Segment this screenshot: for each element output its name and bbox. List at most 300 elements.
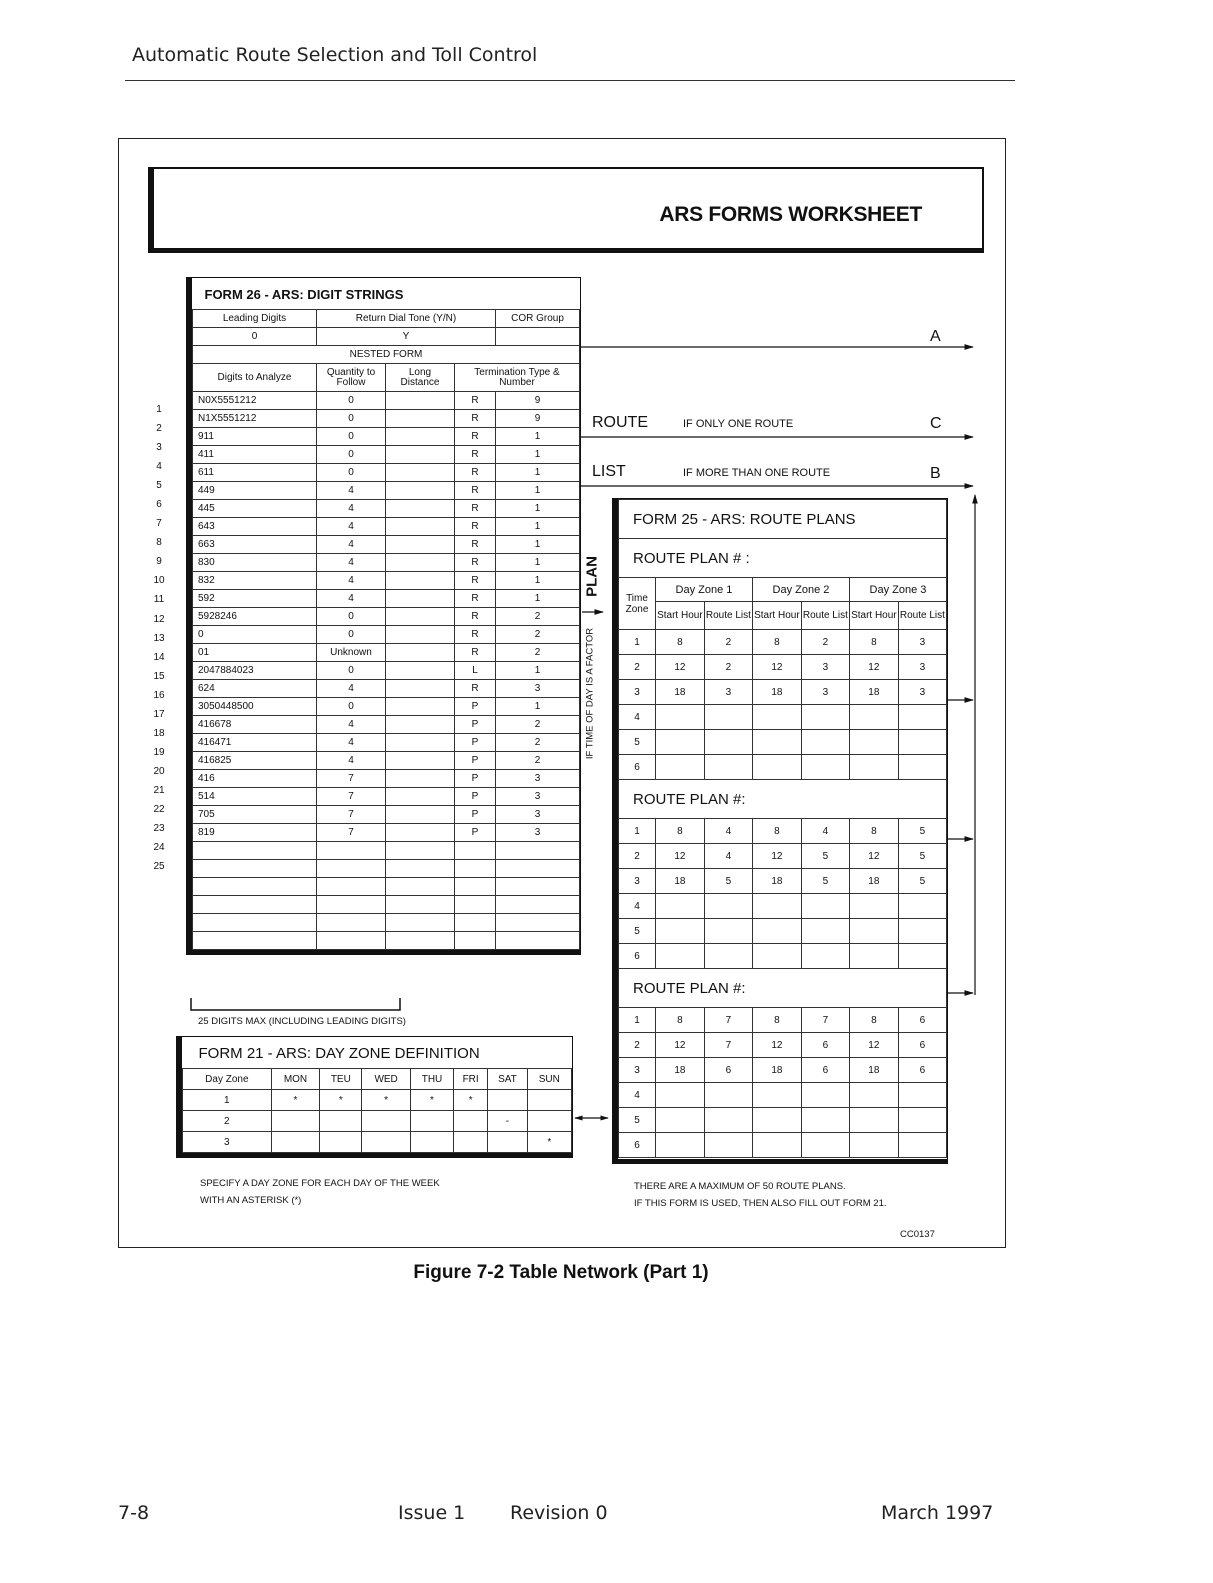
plan-cell: 4 — [704, 844, 752, 869]
digits-cell: 624 — [193, 680, 317, 698]
digits-cell: 449 — [193, 482, 317, 500]
plan-cell — [849, 944, 898, 969]
term-type-cell: R — [455, 644, 496, 662]
long-distance-cell — [386, 608, 455, 626]
plan-cell — [898, 1108, 946, 1133]
day-zone-3-header: Day Zone 3 — [849, 578, 946, 602]
form26-col-long: Long Distance — [386, 364, 455, 392]
plan-cell: 3 — [801, 680, 849, 705]
plan-cell: 8 — [656, 630, 705, 655]
quantity-cell: 0 — [317, 662, 386, 680]
plan-cell — [849, 730, 898, 755]
plan-cell: 6 — [898, 1008, 946, 1033]
row-number: 12 — [153, 613, 165, 625]
plan-cell — [656, 894, 705, 919]
plan-cell: 5 — [801, 844, 849, 869]
table-row — [193, 572, 580, 590]
quantity-cell: 4 — [317, 536, 386, 554]
term-number-cell: 2 — [496, 734, 580, 752]
plan-cell — [898, 755, 946, 780]
quantity-cell: 4 — [317, 482, 386, 500]
table-row — [183, 1132, 572, 1153]
day-zone-cell: * — [410, 1090, 453, 1111]
digits-cell: N1X5551212 — [193, 410, 317, 428]
plan-cell — [898, 1083, 946, 1108]
form21-header-cell: THU — [410, 1069, 453, 1090]
plan-cell — [704, 944, 752, 969]
plan-cell: 12 — [752, 1033, 801, 1058]
plan-row — [619, 680, 947, 705]
term-number-cell: 3 — [496, 680, 580, 698]
form21-header-row — [183, 1069, 572, 1090]
form25-note-1: THERE ARE A MAXIMUM OF 50 ROUTE PLANS. — [634, 1181, 846, 1192]
blank-cell — [193, 842, 317, 860]
term-number-cell: 1 — [496, 554, 580, 572]
row-number: 1 — [156, 404, 162, 415]
plan-cell — [849, 705, 898, 730]
term-number-cell: 1 — [496, 500, 580, 518]
digits-cell: 592 — [193, 590, 317, 608]
term-type-cell: P — [455, 734, 496, 752]
long-distance-cell — [386, 500, 455, 518]
blank-cell — [317, 842, 386, 860]
plan-cell — [849, 1133, 898, 1158]
day-zone-cell — [320, 1132, 362, 1153]
term-type-cell: R — [455, 392, 496, 410]
blank-cell — [455, 914, 496, 932]
blank-cell — [193, 932, 317, 950]
long-distance-cell — [386, 554, 455, 572]
plan-cell — [704, 894, 752, 919]
long-distance-cell — [386, 824, 455, 842]
blank-cell — [496, 896, 580, 914]
long-distance-cell — [386, 734, 455, 752]
term-number-cell: 1 — [496, 536, 580, 554]
route-plan-3-label: ROUTE PLAN #: — [619, 969, 947, 1008]
digits-cell: 416825 — [193, 752, 317, 770]
digits-cell: 832 — [193, 572, 317, 590]
day-zone-cell: * — [527, 1132, 571, 1153]
long-distance-cell — [386, 680, 455, 698]
digits-cell: 411 — [193, 446, 317, 464]
term-number-cell: 1 — [496, 698, 580, 716]
if-one-route: IF ONLY ONE ROUTE — [683, 418, 794, 430]
plan-cell: 5 — [801, 869, 849, 894]
row-number: 3 — [156, 442, 162, 454]
plan-cell: 12 — [656, 655, 705, 680]
blank-cell — [317, 914, 386, 932]
term-type-cell: R — [455, 482, 496, 500]
table-row — [183, 1111, 572, 1132]
blank-row — [193, 842, 580, 860]
blank-cell — [455, 860, 496, 878]
quantity-cell: 4 — [317, 590, 386, 608]
plan-cell — [801, 919, 849, 944]
term-number-cell: 3 — [496, 824, 580, 842]
term-number-cell: 3 — [496, 770, 580, 788]
blank-row — [193, 932, 580, 950]
blank-cell — [496, 842, 580, 860]
term-type-cell: P — [455, 752, 496, 770]
plan-cell — [656, 1108, 705, 1133]
plan-cell: 8 — [752, 1008, 801, 1033]
table-row — [193, 464, 580, 482]
plan-cell: 3 — [898, 630, 946, 655]
plan-cell — [752, 919, 801, 944]
term-number-cell: 2 — [496, 608, 580, 626]
plan-cell — [656, 1133, 705, 1158]
plan-cell — [801, 944, 849, 969]
plan-row — [619, 1008, 947, 1033]
form25-notes — [634, 1178, 887, 1212]
form21-header-cell: FRI — [454, 1069, 488, 1090]
plan-cell — [704, 730, 752, 755]
form21-table — [182, 1037, 572, 1153]
row-number: 13 — [153, 632, 165, 644]
plan-row — [619, 1033, 947, 1058]
plan-row — [619, 630, 947, 655]
form21-header-cell: MON — [271, 1069, 320, 1090]
quantity-cell: 4 — [317, 518, 386, 536]
row-number: 21 — [153, 784, 165, 796]
long-distance-cell — [386, 590, 455, 608]
route-plan-1-rows — [619, 630, 947, 780]
plan-cell: 6 — [704, 1058, 752, 1083]
form26-col-quantity: Quantity to Follow — [317, 364, 386, 392]
form21-header-cell: Day Zone — [183, 1069, 272, 1090]
quantity-cell: 0 — [317, 428, 386, 446]
term-number-cell: 1 — [496, 590, 580, 608]
day-zone-cell — [488, 1090, 527, 1111]
plan-row — [619, 1108, 947, 1133]
digits-cell: 0 — [193, 626, 317, 644]
blank-cell — [193, 860, 317, 878]
day-zone-cell — [454, 1132, 488, 1153]
list-label: LIST — [592, 463, 626, 480]
term-number-cell: 1 — [496, 446, 580, 464]
long-distance-cell — [386, 698, 455, 716]
plan-row — [619, 919, 947, 944]
plan-cell — [752, 1083, 801, 1108]
row-number: 5 — [156, 480, 162, 492]
digits-cell: 819 — [193, 824, 317, 842]
term-type-cell: P — [455, 788, 496, 806]
plan-cell: 6 — [801, 1058, 849, 1083]
plan-cell — [898, 705, 946, 730]
blank-row — [193, 896, 580, 914]
time-zone-cell: 6 — [619, 1133, 656, 1158]
plan-label: PLAN — [583, 556, 601, 597]
term-type-cell: P — [455, 716, 496, 734]
footnote-bracket — [190, 996, 405, 1014]
plan-cell: 8 — [656, 819, 705, 844]
form25 — [612, 498, 948, 1164]
form25-table — [618, 499, 947, 1158]
term-type-cell: R — [455, 428, 496, 446]
time-zone-cell: 5 — [619, 730, 656, 755]
route-label: ROUTE — [592, 414, 648, 431]
term-type-cell: P — [455, 770, 496, 788]
blank-row — [193, 878, 580, 896]
form21-body — [183, 1069, 572, 1153]
plan-cell — [656, 705, 705, 730]
time-zone-cell: 1 — [619, 1008, 656, 1033]
blank-row — [193, 914, 580, 932]
long-distance-cell — [386, 464, 455, 482]
blank-cell — [386, 896, 455, 914]
term-number-cell: 1 — [496, 662, 580, 680]
digits-cell: 643 — [193, 518, 317, 536]
route-plan-1-label: ROUTE PLAN # : — [619, 539, 947, 578]
plan-cell — [849, 1083, 898, 1108]
plan-cell: 5 — [898, 819, 946, 844]
digits-cell: 705 — [193, 806, 317, 824]
blank-cell — [193, 896, 317, 914]
long-distance-cell — [386, 626, 455, 644]
plan-cell: 4 — [704, 819, 752, 844]
start-hour-1: Start Hour — [656, 602, 705, 630]
plan-cell: 18 — [752, 1058, 801, 1083]
plan-cell — [801, 755, 849, 780]
plan-cell: 2 — [704, 630, 752, 655]
blank-cell — [496, 878, 580, 896]
plan-cell: 18 — [656, 680, 705, 705]
quantity-cell: 0 — [317, 410, 386, 428]
blank-cell — [193, 878, 317, 896]
table-row — [193, 752, 580, 770]
row-number: 9 — [156, 556, 162, 568]
blank-cell — [496, 860, 580, 878]
quantity-cell: 0 — [317, 626, 386, 644]
day-zone-cell — [271, 1111, 320, 1132]
time-zone-header: Time Zone — [619, 578, 656, 630]
row-number: 8 — [156, 537, 162, 549]
term-type-cell: R — [455, 446, 496, 464]
term-type-cell: R — [455, 518, 496, 536]
term-type-cell: P — [455, 698, 496, 716]
route-plan-3-rows — [619, 1008, 947, 1158]
quantity-cell: 0 — [317, 464, 386, 482]
blank-cell — [386, 878, 455, 896]
blank-cell — [496, 932, 580, 950]
plan-cell: 2 — [801, 630, 849, 655]
plan-cell: 6 — [898, 1033, 946, 1058]
form26-cor-value — [496, 328, 580, 346]
term-type-cell: R — [455, 464, 496, 482]
digits-cell: 3050448500 — [193, 698, 317, 716]
day-zone-cell — [527, 1090, 571, 1111]
quantity-cell: 4 — [317, 716, 386, 734]
quantity-cell: 4 — [317, 734, 386, 752]
plan-cell — [752, 944, 801, 969]
quantity-cell: 4 — [317, 752, 386, 770]
plan-cell — [752, 894, 801, 919]
plan-cell: 8 — [849, 1008, 898, 1033]
table-row — [193, 500, 580, 518]
plan-cell: 6 — [898, 1058, 946, 1083]
term-number-cell: 2 — [496, 716, 580, 734]
long-distance-cell — [386, 536, 455, 554]
digits-cell: 416678 — [193, 716, 317, 734]
long-distance-cell — [386, 752, 455, 770]
plan-cell: 12 — [656, 844, 705, 869]
plan-cell: 8 — [849, 630, 898, 655]
day-zone-1-header: Day Zone 1 — [656, 578, 753, 602]
term-type-cell: R — [455, 608, 496, 626]
table-row — [193, 554, 580, 572]
plan-cell — [704, 705, 752, 730]
figure-code: CC0137 — [900, 1229, 935, 1240]
form26-footnote: 25 DIGITS MAX (INCLUDING LEADING DIGITS) — [198, 1016, 406, 1027]
day-zone-cell: 3 — [183, 1132, 272, 1153]
form26-nested-label: NESTED FORM — [193, 346, 580, 364]
plan-cell: 7 — [704, 1033, 752, 1058]
plan-cell: 12 — [849, 844, 898, 869]
route-letter-a: A — [930, 328, 941, 345]
plan-cell — [656, 755, 705, 780]
form26-col-return: Return Dial Tone (Y/N) — [317, 310, 496, 328]
row-number: 22 — [153, 803, 165, 815]
quantity-cell: 7 — [317, 824, 386, 842]
worksheet-title: ARS FORMS WORKSHEET — [659, 203, 922, 226]
term-number-cell: 2 — [496, 626, 580, 644]
table-row — [193, 644, 580, 662]
blank-cell — [317, 896, 386, 914]
plan-row — [619, 655, 947, 680]
plan-row — [619, 705, 947, 730]
table-row — [193, 788, 580, 806]
plan-cell — [898, 919, 946, 944]
quantity-cell: 4 — [317, 680, 386, 698]
plan-cell: 18 — [849, 1058, 898, 1083]
quantity-cell: 7 — [317, 770, 386, 788]
time-zone-cell: 2 — [619, 844, 656, 869]
row-number: 14 — [153, 651, 165, 663]
day-zone-cell: 2 — [183, 1111, 272, 1132]
time-zone-cell: 1 — [619, 630, 656, 655]
plan-cell: 4 — [801, 819, 849, 844]
long-distance-cell — [386, 518, 455, 536]
long-distance-cell — [386, 806, 455, 824]
double-arrow — [572, 1110, 612, 1126]
table-row — [193, 680, 580, 698]
form21-header-cell: SAT — [488, 1069, 527, 1090]
row-number: 4 — [156, 461, 162, 473]
plan-cell: 12 — [752, 844, 801, 869]
term-type-cell: R — [455, 536, 496, 554]
day-zone-cell: * — [362, 1090, 411, 1111]
digits-cell: N0X5551212 — [193, 392, 317, 410]
quantity-cell: 0 — [317, 392, 386, 410]
quantity-cell: 0 — [317, 446, 386, 464]
day-zone-cell — [527, 1111, 571, 1132]
day-zone-cell: - — [488, 1111, 527, 1132]
plan-row — [619, 1083, 947, 1108]
time-zone-cell: 4 — [619, 1083, 656, 1108]
form21 — [176, 1036, 573, 1158]
digits-cell: 416 — [193, 770, 317, 788]
day-zone-cell — [410, 1132, 453, 1153]
worksheet-banner — [148, 167, 984, 253]
plan-cell: 8 — [752, 630, 801, 655]
blank-cell — [455, 878, 496, 896]
plan-cell — [704, 755, 752, 780]
day-zone-cell — [362, 1111, 411, 1132]
day-zone-cell — [488, 1132, 527, 1153]
long-distance-cell — [386, 662, 455, 680]
plan-row — [619, 844, 947, 869]
term-number-cell: 1 — [496, 572, 580, 590]
term-number-cell: 1 — [496, 482, 580, 500]
table-row — [193, 716, 580, 734]
plan-cell: 18 — [752, 869, 801, 894]
plan-row — [619, 755, 947, 780]
day-zone-cell — [320, 1111, 362, 1132]
table-row — [193, 824, 580, 842]
row-number: 19 — [153, 746, 165, 758]
term-type-cell: R — [455, 410, 496, 428]
time-zone-cell: 3 — [619, 869, 656, 894]
plan-cell — [752, 705, 801, 730]
long-distance-cell — [386, 482, 455, 500]
table-row — [193, 590, 580, 608]
plan-cell — [704, 919, 752, 944]
time-zone-cell: 5 — [619, 919, 656, 944]
route-list-3: Route List — [898, 602, 946, 630]
plan-cell — [898, 730, 946, 755]
digits-cell: 830 — [193, 554, 317, 572]
long-distance-cell — [386, 788, 455, 806]
plan-cell: 2 — [704, 655, 752, 680]
table-row — [193, 770, 580, 788]
form26-col-term: Termination Type & Number — [455, 364, 580, 392]
plan-cell — [801, 1133, 849, 1158]
day-zone-cell — [362, 1132, 411, 1153]
quantity-cell: 0 — [317, 698, 386, 716]
form21-header-cell: SUN — [527, 1069, 571, 1090]
day-zone-cell — [410, 1111, 453, 1132]
table-row — [193, 392, 580, 410]
term-number-cell: 1 — [496, 464, 580, 482]
term-number-cell: 9 — [496, 392, 580, 410]
plan-cell — [704, 1108, 752, 1133]
plan-row — [619, 1133, 947, 1158]
table-row — [193, 410, 580, 428]
blank-cell — [386, 932, 455, 950]
plan-row — [619, 869, 947, 894]
plan-cell: 18 — [656, 869, 705, 894]
plan-cell — [801, 705, 849, 730]
term-number-cell: 2 — [496, 752, 580, 770]
form25-title: FORM 25 - ARS: ROUTE PLANS — [619, 500, 947, 539]
blank-cell — [455, 932, 496, 950]
time-factor-label: IF TIME OF DAY IS A FACTOR — [584, 627, 596, 760]
term-type-cell: R — [455, 500, 496, 518]
plan-cell — [752, 1108, 801, 1133]
term-number-cell: 1 — [496, 518, 580, 536]
plan-cell: 12 — [656, 1033, 705, 1058]
table-row — [193, 482, 580, 500]
blank-cell — [317, 860, 386, 878]
time-zone-cell: 3 — [619, 1058, 656, 1083]
route-letter-b: B — [930, 465, 941, 482]
plan-cell: 8 — [656, 1008, 705, 1033]
form26-return-value: Y — [317, 328, 496, 346]
time-zone-cell: 5 — [619, 1108, 656, 1133]
plan-cell: 3 — [801, 655, 849, 680]
plan-cell — [898, 1133, 946, 1158]
row-number: 16 — [153, 689, 165, 701]
